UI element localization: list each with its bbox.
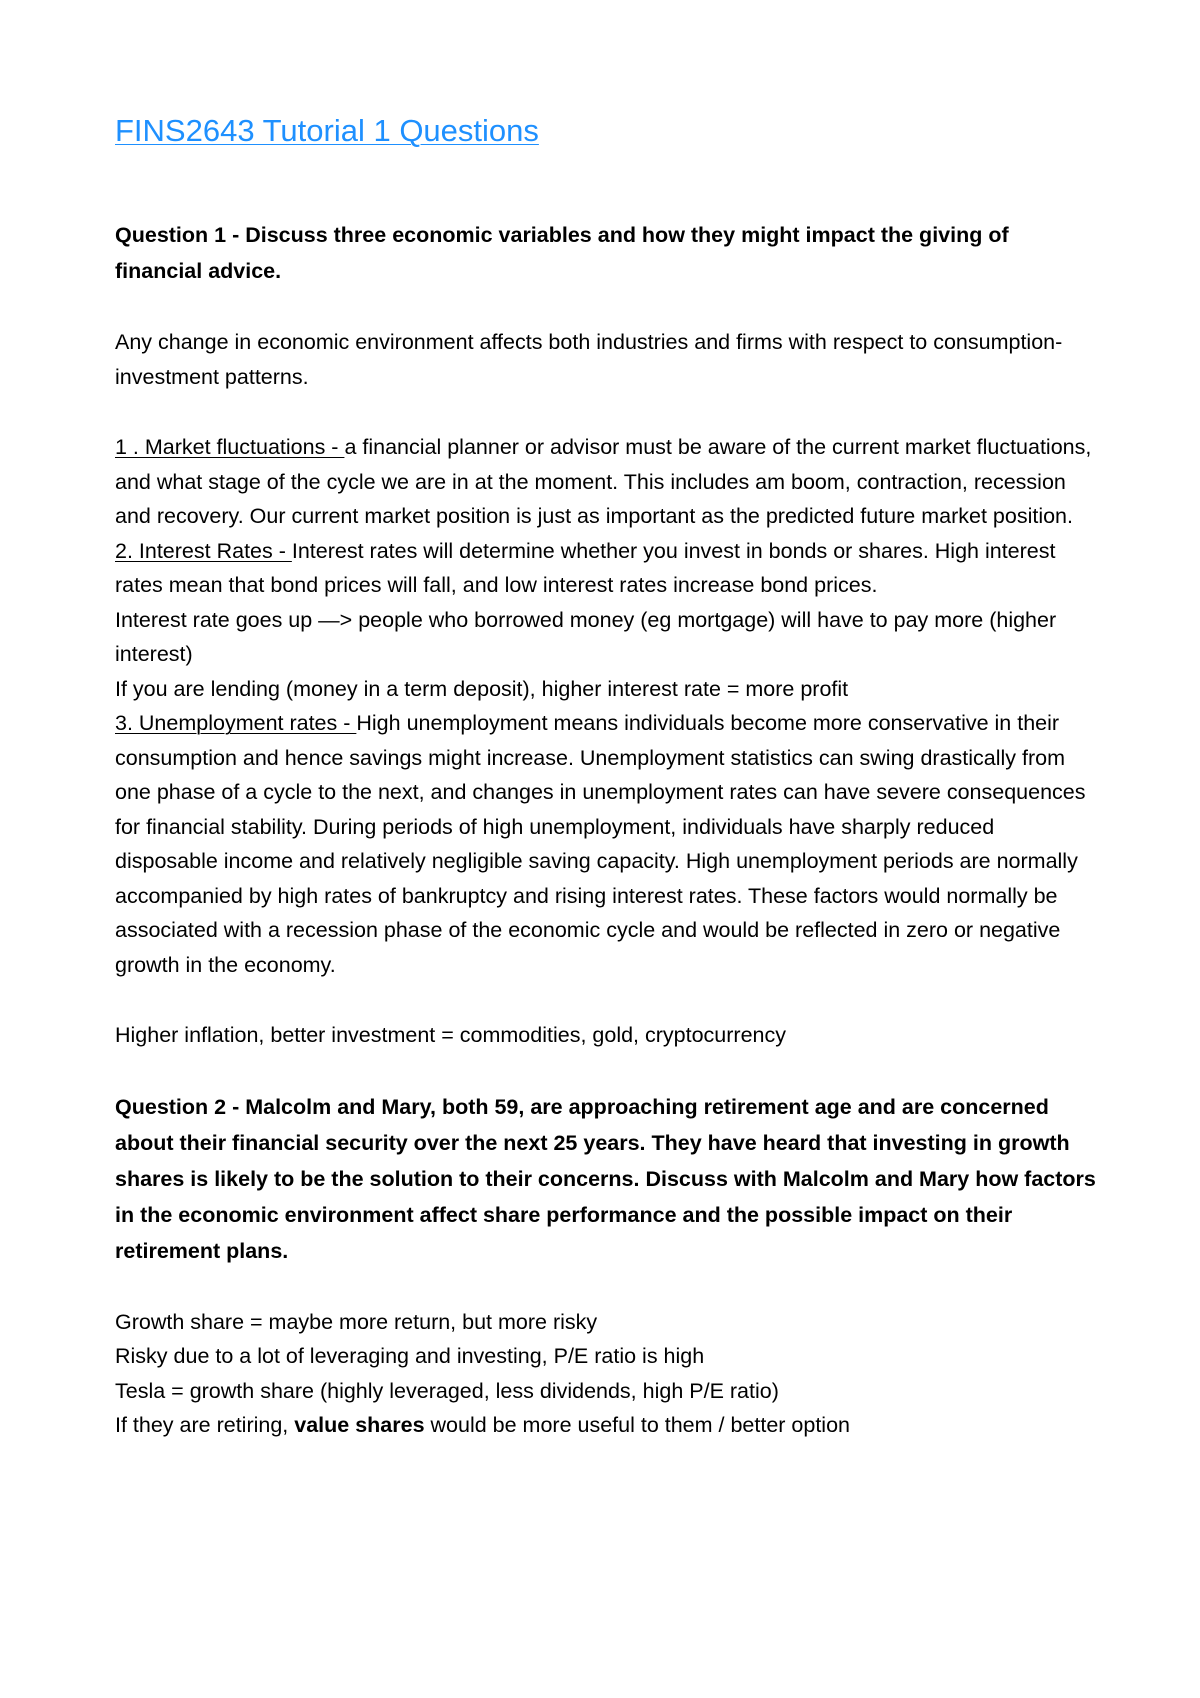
item-label: 1 . Market fluctuations - xyxy=(115,435,345,460)
answer-line: Risky due to a lot of leveraging and investing, P/E ratio is high xyxy=(115,1344,705,1369)
answer-line: Growth share = maybe more return, but more risky xyxy=(115,1309,598,1334)
item-label: 2. Interest Rates - xyxy=(115,538,292,563)
interest-note-borrowing: Interest rate goes up —> people who borrowed money (eg mortgage) will have to pay more (higher interest) xyxy=(115,607,1057,667)
item-text: a financial planner or advisor must be aware of the current market fluctuations, and what stage of the cycle we are in at the moment. This includes am boom, contraction, recession and recovery. Our current market position is just as important as the predicted future market position. xyxy=(115,435,1092,529)
answer-item-unemployment-rates xyxy=(115,706,1100,982)
question-2-heading: Question 2 - Malcolm and Mary, both 59, are approaching retirement age and are concerned about their financial security over the next 25 years. They have heard that investing in growth shares is likely to be the solution to their concerns. Discuss with Malcolm and Mary how factors in the economic environment affect share performance and the possible impact on their retirement plans. xyxy=(115,1094,1096,1263)
spacer xyxy=(115,982,1100,1018)
document-page xyxy=(115,112,1100,1443)
spacer xyxy=(115,1269,1100,1305)
line-text: If they are retiring, xyxy=(115,1413,295,1438)
inflation-note: Higher inflation, better investment = commodities, gold, cryptocurrency xyxy=(115,1023,786,1048)
line-text: would be more useful to them / better option xyxy=(424,1413,850,1438)
document-title[interactable]: FINS2643 Tutorial 1 Questions xyxy=(115,113,539,148)
answer-line: Tesla = growth share (highly leveraged, less dividends, high P/E ratio) xyxy=(115,1378,779,1403)
answer-item-market-fluctuations xyxy=(115,430,1100,534)
question-1-heading: Question 1 - Discuss three economic variables and how they might impact the giving of financial advice. xyxy=(115,223,1009,284)
value-shares-emphasis: value shares xyxy=(294,1413,425,1438)
item-label: 3. Unemployment rates - xyxy=(115,711,357,736)
spacer xyxy=(115,289,1100,325)
answer-item-interest-rates xyxy=(115,534,1100,603)
spacer xyxy=(115,1053,1100,1089)
spacer xyxy=(115,394,1100,430)
answer-line-value-shares xyxy=(115,1408,1100,1443)
question-1-intro: Any change in economic environment affects both industries and firms with respect to consumption-investment patterns. xyxy=(115,330,1063,389)
interest-note-lending: If you are lending (money in a term deposit), higher interest rate = more profit xyxy=(115,676,849,701)
item-text: Interest rates will determine whether you invest in bonds or shares. High interest rates mean that bond prices will fall, and low interest rates increase bond prices. xyxy=(115,538,1056,598)
item-text: High unemployment means individuals become more conservative in their consumption and hence savings might increase. Unemployment statistics can swing drastically from one phase of a cycle to the next, and changes in unemployment rates can have severe consequences for financial stability. During periods of high unemployment, individuals have sharply reduced disposable income and relatively negligible saving capacity. High unemployment periods are normally accompanied by high rates of bankruptcy and rising interest rates. These factors would normally be associated with a recession phase of the economic cycle and would be reflected in zero or negative growth in the economy. xyxy=(115,711,1086,977)
